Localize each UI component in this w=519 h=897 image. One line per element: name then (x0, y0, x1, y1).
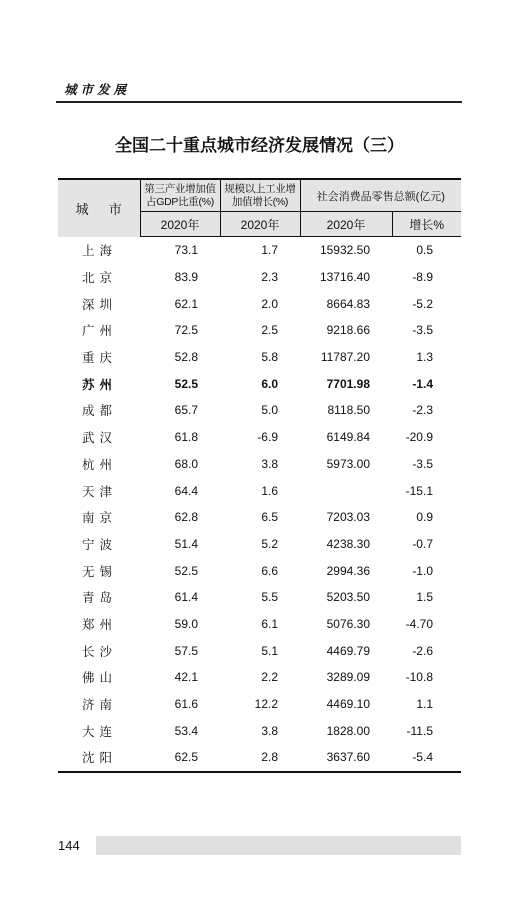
cell-industry-growth: 6.0 (261, 376, 278, 391)
cell-retail-sales: 5973.00 (326, 456, 370, 471)
table-row (58, 477, 461, 504)
cell-tertiary-share: 62.1 (174, 296, 198, 311)
table-row (58, 691, 461, 718)
cell-tertiary-share: 52.8 (174, 350, 198, 365)
header-retail-sales: 社会消费品零售总额(亿元) (300, 179, 461, 212)
cell-industry-growth: 2.3 (261, 270, 278, 285)
table-body (58, 237, 461, 772)
cell-city: 成都 (82, 403, 118, 419)
cell-tertiary-share: 61.6 (174, 697, 198, 712)
cell-city: 济南 (82, 697, 118, 713)
cell-city: 苏州 (82, 376, 118, 392)
page-number: 144 (58, 836, 96, 855)
cell-retail-growth: -5.2 (412, 296, 433, 311)
cell-industry-growth: 6.6 (261, 563, 278, 578)
cell-retail-sales: 4469.79 (326, 643, 370, 658)
cell-retail-growth: 0.5 (416, 243, 433, 258)
cell-industry-growth: 1.6 (261, 483, 278, 498)
cell-tertiary-share: 61.8 (174, 430, 198, 445)
cell-retail-growth: -10.8 (405, 670, 433, 685)
cell-retail-growth: -20.9 (405, 430, 433, 445)
cell-retail-sales: 4469.10 (326, 697, 370, 712)
cell-city: 佛山 (82, 670, 118, 686)
table-row (58, 237, 461, 264)
cell-industry-growth: 5.8 (261, 350, 278, 365)
cell-retail-growth: -3.5 (412, 323, 433, 338)
cell-retail-sales: 3289.09 (326, 670, 370, 685)
table-row (58, 317, 461, 344)
cell-retail-growth: -8.9 (412, 270, 433, 285)
cell-tertiary-share: 65.7 (174, 403, 198, 418)
cell-retail-growth: -4.70 (405, 616, 433, 631)
cell-tertiary-share: 57.5 (174, 643, 198, 658)
city-economy-table (58, 178, 461, 773)
cell-city: 北京 (82, 270, 118, 286)
cell-city: 杭州 (82, 456, 118, 472)
cell-city: 上海 (82, 243, 118, 259)
cell-tertiary-share: 61.4 (174, 590, 198, 605)
table-row (58, 637, 461, 664)
cell-retail-sales: 2994.36 (326, 563, 370, 578)
table-row (58, 531, 461, 558)
cell-retail-sales: 4238.30 (326, 536, 370, 551)
cell-city: 宁波 (82, 536, 118, 552)
cell-retail-growth: -15.1 (405, 483, 433, 498)
header-tertiary-share: 第三产业增加值占GDP比重(%) (140, 179, 220, 212)
table-row (58, 264, 461, 291)
table-row (58, 290, 461, 317)
cell-city: 长沙 (82, 643, 118, 659)
cell-retail-growth: 1.3 (416, 350, 433, 365)
cell-industry-growth: 3.8 (261, 723, 278, 738)
table-row (58, 344, 461, 371)
cell-city: 重庆 (82, 350, 118, 366)
subheader-year-1: 2020年 (140, 212, 220, 237)
cell-industry-growth: 2.5 (261, 323, 278, 338)
table-row (58, 717, 461, 744)
cell-tertiary-share: 53.4 (174, 723, 198, 738)
cell-city: 深圳 (82, 296, 118, 312)
cell-industry-growth: 3.8 (261, 456, 278, 471)
cell-tertiary-share: 62.5 (140, 744, 220, 772)
cell-industry-growth: 6.5 (261, 510, 278, 525)
cell-tertiary-share: 52.5 (174, 563, 198, 578)
cell-tertiary-share: 42.1 (174, 670, 198, 685)
header-city: 城 市 (58, 179, 140, 237)
cell-retail-growth: 1.5 (416, 590, 433, 605)
cell-retail-sales: 9218.66 (326, 323, 370, 338)
cell-industry-growth: 2.2 (261, 670, 278, 685)
cell-retail-sales: 8118.50 (327, 403, 370, 418)
cell-tertiary-share: 52.5 (174, 376, 198, 391)
table-row (58, 744, 461, 772)
cell-retail-growth: -1.0 (412, 563, 433, 578)
cell-city: 大连 (82, 723, 118, 739)
cell-retail-growth: -2.3 (412, 403, 433, 418)
section-label: 城市发展 (64, 82, 131, 97)
cell-city: 南京 (82, 510, 118, 526)
cell-retail-growth: -0.7 (412, 536, 433, 551)
subheader-growth: 增长% (392, 212, 461, 237)
cell-retail-sales: 13716.40 (319, 270, 370, 285)
cell-city: 广州 (82, 323, 118, 339)
cell-retail-sales: 7701.98 (326, 376, 370, 391)
cell-industry-growth: 5.1 (261, 643, 278, 658)
header-rule (56, 101, 462, 103)
cell-retail-sales: 6149.84 (326, 430, 370, 445)
cell-retail-sales: 1828.00 (326, 723, 370, 738)
cell-retail-growth: 0.9 (416, 510, 433, 525)
table-row (58, 424, 461, 451)
table-row (58, 504, 461, 531)
cell-city: 天津 (82, 483, 118, 499)
cell-tertiary-share: 64.4 (174, 483, 198, 498)
footer-bar (58, 836, 461, 855)
cell-retail-sales: 11787.20 (320, 350, 370, 365)
page-title: 全国二十重点城市经济发展情况（三） (115, 136, 404, 156)
cell-industry-growth: -6.9 (257, 430, 278, 445)
cell-industry-growth: 2.0 (261, 296, 278, 311)
cell-tertiary-share: 73.1 (174, 243, 198, 258)
subheader-year-3: 2020年 (300, 212, 392, 237)
table-row (58, 584, 461, 611)
cell-city: 无锡 (82, 563, 118, 579)
cell-industry-growth: 2.8 (220, 744, 300, 772)
cell-retail-growth: -11.5 (406, 723, 433, 738)
cell-industry-growth: 6.1 (261, 616, 278, 631)
cell-industry-growth: 5.2 (261, 536, 278, 551)
cell-industry-growth: 5.0 (261, 403, 278, 418)
cell-retail-sales: 5076.30 (326, 616, 370, 631)
subheader-year-2: 2020年 (220, 212, 300, 237)
cell-tertiary-share: 62.8 (174, 510, 198, 525)
cell-tertiary-share: 68.0 (174, 456, 198, 471)
cell-retail-growth: -1.4 (412, 376, 433, 391)
cell-retail-growth: -3.5 (412, 456, 433, 471)
cell-retail-sales: 7203.03 (326, 510, 370, 525)
cell-retail-growth: -2.6 (412, 643, 433, 658)
cell-industry-growth: 12.2 (254, 697, 278, 712)
cell-tertiary-share: 51.4 (174, 536, 198, 551)
cell-retail-sales: 3637.60 (300, 744, 392, 772)
cell-retail-growth: -5.4 (392, 744, 461, 772)
header-industry-growth: 规模以上工业增加值增长(%) (220, 179, 300, 212)
cell-city: 郑州 (82, 616, 118, 632)
cell-retail-sales: 15932.50 (319, 243, 370, 258)
cell-industry-growth: 5.5 (261, 590, 278, 605)
cell-tertiary-share: 59.0 (174, 616, 198, 631)
table-row (58, 611, 461, 638)
cell-city: 青岛 (82, 590, 118, 606)
table-row (58, 397, 461, 424)
cell-retail-sales (300, 477, 392, 504)
cell-city: 沈阳 (58, 744, 140, 772)
cell-industry-growth: 1.7 (261, 243, 278, 258)
cell-tertiary-share: 83.9 (174, 270, 198, 285)
table-row (58, 370, 461, 397)
table-row (58, 664, 461, 691)
table-row (58, 451, 461, 478)
cell-retail-sales: 5203.50 (326, 590, 370, 605)
cell-retail-growth: 1.1 (416, 697, 433, 712)
cell-tertiary-share: 72.5 (174, 323, 198, 338)
cell-retail-sales: 8664.83 (326, 296, 370, 311)
cell-city: 武汉 (82, 430, 118, 446)
table-row (58, 557, 461, 584)
